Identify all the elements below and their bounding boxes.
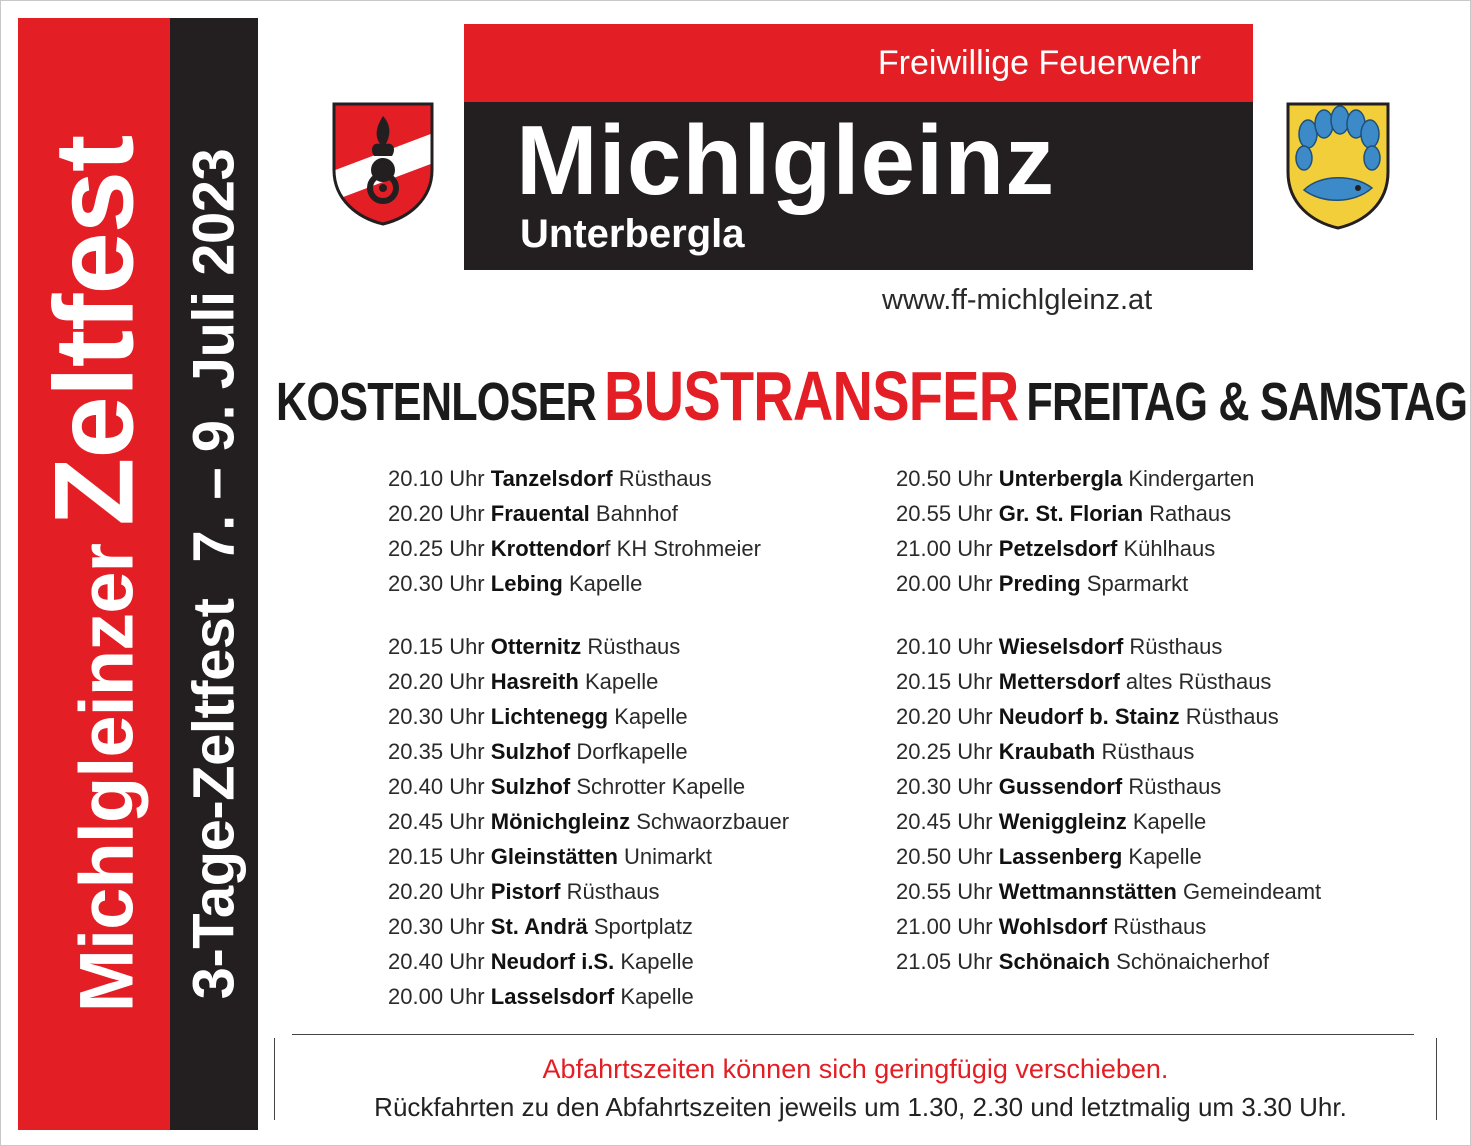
schedule-row <box>896 944 1321 979</box>
schedule-right-group-1 <box>896 461 1254 601</box>
time-unit: Uhr <box>449 949 485 974</box>
footer-divider <box>292 1034 1414 1035</box>
stop-village: Lichtenegg <box>490 704 609 729</box>
stop-village: Wieselsdorf <box>998 634 1124 659</box>
fire-brigade-crest-icon <box>330 100 436 228</box>
time-unit: Uhr <box>449 669 485 694</box>
headline <box>276 356 1467 436</box>
time-unit: Uhr <box>957 774 993 799</box>
time-unit: Uhr <box>957 914 993 939</box>
stop-village: St. Andrä <box>490 914 588 939</box>
stop-location: Rüsthaus <box>1101 739 1195 764</box>
return-trip-note: Rückfahrten zu den Abfahrtszeiten jeweils um 1.30, 2.30 und letztmalig um 3.30 Uhr. <box>374 1092 1347 1122</box>
website-url: www.ff-michlgleinz.at <box>882 284 1153 316</box>
schedule-row <box>388 804 789 839</box>
time-unit: Uhr <box>957 704 993 729</box>
schedule-row <box>896 461 1254 496</box>
festival-dates: 7. – 9. Juli 2023 <box>181 148 247 563</box>
departure-time: 20.10 <box>388 466 444 491</box>
departure-time: 20.30 <box>388 704 444 729</box>
stop-location: Dorfkapelle <box>576 739 688 764</box>
departure-time: 20.15 <box>388 634 444 659</box>
festival-name-vertical <box>30 136 159 1013</box>
schedule-row <box>388 839 789 874</box>
schedule-row <box>896 566 1254 601</box>
headline-part2: FREITAG & SAMSTAG <box>1026 372 1468 432</box>
schedule-row <box>388 699 789 734</box>
stop-village: Lassenberg <box>998 844 1123 869</box>
time-unit: Uhr <box>449 879 485 904</box>
stop-location: Kapelle <box>584 669 659 694</box>
festival-name-main: Zeltfest <box>31 135 157 526</box>
stop-location: Kapelle <box>1132 809 1207 834</box>
stop-village: Mettersdorf <box>998 669 1120 694</box>
stop-location: f KH Strohmeier <box>604 536 761 561</box>
time-unit: Uhr <box>449 501 485 526</box>
stop-location: Rüsthaus <box>1128 774 1222 799</box>
organization-name: Michlgleinz <box>516 105 1056 215</box>
schedule-row <box>896 804 1321 839</box>
stop-village: Lasselsdorf <box>490 984 615 1009</box>
time-unit: Uhr <box>957 501 993 526</box>
schedule-row <box>388 734 789 769</box>
time-unit: Uhr <box>449 774 485 799</box>
schedule-row <box>388 461 761 496</box>
time-unit: Uhr <box>957 844 993 869</box>
time-unit: Uhr <box>957 949 993 974</box>
stop-location: Unimarkt <box>624 844 713 869</box>
schedule-row <box>896 909 1321 944</box>
departure-time: 20.50 <box>896 466 952 491</box>
time-unit: Uhr <box>957 536 993 561</box>
stop-village: Unterbergla <box>998 466 1123 491</box>
time-unit: Uhr <box>449 704 485 729</box>
schedule-row <box>896 734 1321 769</box>
stop-village: Gr. St. Florian <box>998 501 1144 526</box>
organization-subname: Unterbergla <box>520 212 745 256</box>
stop-village: Schönaich <box>998 949 1111 974</box>
schedule-row <box>388 496 761 531</box>
time-unit: Uhr <box>957 571 993 596</box>
stop-location: Rüsthaus <box>618 466 712 491</box>
schedule-row <box>896 664 1321 699</box>
departure-time: 20.20 <box>388 879 444 904</box>
schedule-row <box>388 979 789 1014</box>
stop-location: Kühlhaus <box>1123 536 1216 561</box>
departure-time: 20.10 <box>896 634 952 659</box>
departure-time: 20.35 <box>388 739 444 764</box>
time-unit: Uhr <box>449 844 485 869</box>
time-unit: Uhr <box>449 571 485 596</box>
stop-location: Kapelle <box>569 571 643 596</box>
stop-village: Weniggleinz <box>998 809 1127 834</box>
stop-location: Kindergarten <box>1128 466 1255 491</box>
schedule-row <box>896 769 1321 804</box>
departure-time: 20.55 <box>896 501 952 526</box>
stop-village: Mönichgleinz <box>490 809 631 834</box>
schedule-row <box>388 664 789 699</box>
stop-location: Rüsthaus <box>1185 704 1279 729</box>
departure-time: 20.20 <box>388 501 444 526</box>
time-unit: Uhr <box>449 914 485 939</box>
stop-village: Sulzhof <box>490 739 571 764</box>
departure-time: 21.05 <box>896 949 952 974</box>
stop-location: Rüsthaus <box>566 879 660 904</box>
stop-location: Kapelle <box>620 984 694 1009</box>
departure-time: 21.00 <box>896 914 952 939</box>
stop-village: Wohlsdorf <box>998 914 1108 939</box>
header-black-band <box>464 102 1253 270</box>
stop-village: Gussendorf <box>998 774 1123 799</box>
stop-location: Rüsthaus <box>1129 634 1223 659</box>
departure-time: 20.25 <box>388 536 444 561</box>
stop-village: Neudorf i.S. <box>490 949 615 974</box>
stop-village: Lebing <box>490 571 563 596</box>
stop-village: Hasreith <box>490 669 579 694</box>
stop-location: Sparmarkt <box>1086 571 1189 596</box>
organization-label: Freiwillige Feuerwehr <box>877 44 1201 82</box>
schedule-row <box>388 874 789 909</box>
time-unit: Uhr <box>957 739 993 764</box>
schedule-left-group-2 <box>388 629 789 1014</box>
schedule-row <box>388 944 789 979</box>
departure-time: 20.00 <box>388 984 444 1009</box>
stop-location: Kapelle <box>1128 844 1202 869</box>
time-unit: Uhr <box>449 466 485 491</box>
time-unit: Uhr <box>957 809 993 834</box>
stop-village: Wettmannstätten <box>998 879 1177 904</box>
departure-time: 20.30 <box>388 571 444 596</box>
stop-village: Otternitz <box>490 634 582 659</box>
festival-name-prefix: Michlgleinzer <box>64 543 150 1013</box>
headline-part1: KOSTENLOSER <box>276 372 597 432</box>
schedule-row <box>896 699 1321 734</box>
stop-location: Schrotter Kapelle <box>576 774 746 799</box>
departure-time: 20.30 <box>388 914 444 939</box>
departure-time: 20.15 <box>896 669 952 694</box>
stop-location: Gemeindeamt <box>1182 879 1322 904</box>
departure-time: 21.00 <box>896 536 952 561</box>
departure-time: 20.40 <box>388 949 444 974</box>
stop-village: Frauental <box>490 501 590 526</box>
stop-village: Krottendor <box>490 536 605 561</box>
departure-time: 20.20 <box>388 669 444 694</box>
schedule-row <box>896 531 1254 566</box>
stop-location: Rathaus <box>1149 501 1232 526</box>
time-unit: Uhr <box>957 466 993 491</box>
time-unit: Uhr <box>449 984 485 1009</box>
municipal-coat-of-arms-icon <box>1284 100 1392 232</box>
stop-location: Rüsthaus <box>1113 914 1207 939</box>
stop-village: Preding <box>998 571 1081 596</box>
time-unit: Uhr <box>449 739 485 764</box>
schedule-row <box>388 769 789 804</box>
departure-note: Abfahrtszeiten können sich geringfügig verschieben. <box>542 1054 1169 1084</box>
stop-location: Schönaicherhof <box>1116 949 1270 974</box>
stop-location: Kapelle <box>614 704 688 729</box>
stop-location: Schwaorzbauer <box>636 809 790 834</box>
time-unit: Uhr <box>449 809 485 834</box>
departure-time: 20.45 <box>896 809 952 834</box>
schedule-row <box>896 839 1321 874</box>
departure-time: 20.45 <box>388 809 444 834</box>
left-black-banner <box>170 18 258 1130</box>
stop-village: Sulzhof <box>490 774 571 799</box>
schedule-row <box>388 531 761 566</box>
festival-type: 3-Tage-Zeltfest <box>181 598 247 1000</box>
time-unit: Uhr <box>957 669 993 694</box>
schedule-row <box>896 496 1254 531</box>
time-unit: Uhr <box>449 536 485 561</box>
departure-time: 20.15 <box>388 844 444 869</box>
festival-dates-vertical <box>181 149 248 1000</box>
departure-time: 20.55 <box>896 879 952 904</box>
schedule-left-group-1 <box>388 461 761 601</box>
schedule-row <box>388 629 789 664</box>
stop-location: Rüsthaus <box>587 634 681 659</box>
left-red-banner <box>18 18 170 1130</box>
stop-village: Pistorf <box>490 879 561 904</box>
time-unit: Uhr <box>957 634 993 659</box>
departure-time: 20.00 <box>896 571 952 596</box>
departure-time: 20.30 <box>896 774 952 799</box>
headline-highlight: BUSTRANSFER <box>604 357 1019 435</box>
time-unit: Uhr <box>957 879 993 904</box>
schedule-row <box>388 909 789 944</box>
stop-village: Gleinstätten <box>490 844 618 869</box>
stop-village: Tanzelsdorf <box>490 466 613 491</box>
schedule-row <box>896 874 1321 909</box>
departure-time: 20.25 <box>896 739 952 764</box>
stop-location: Kapelle <box>620 949 694 974</box>
stop-village: Neudorf b. Stainz <box>998 704 1180 729</box>
stop-village: Kraubath <box>998 739 1096 764</box>
departure-time: 20.50 <box>896 844 952 869</box>
departure-time: 20.20 <box>896 704 952 729</box>
schedule-right-group-2 <box>896 629 1321 979</box>
stop-location: Sportplatz <box>593 914 693 939</box>
schedule-row <box>388 566 761 601</box>
departure-time: 20.40 <box>388 774 444 799</box>
stop-location: altes Rüsthaus <box>1125 669 1272 694</box>
stop-village: Petzelsdorf <box>998 536 1118 561</box>
time-unit: Uhr <box>449 634 485 659</box>
stop-location: Bahnhof <box>595 501 678 526</box>
schedule-row <box>896 629 1321 664</box>
header-red-band <box>464 24 1253 102</box>
